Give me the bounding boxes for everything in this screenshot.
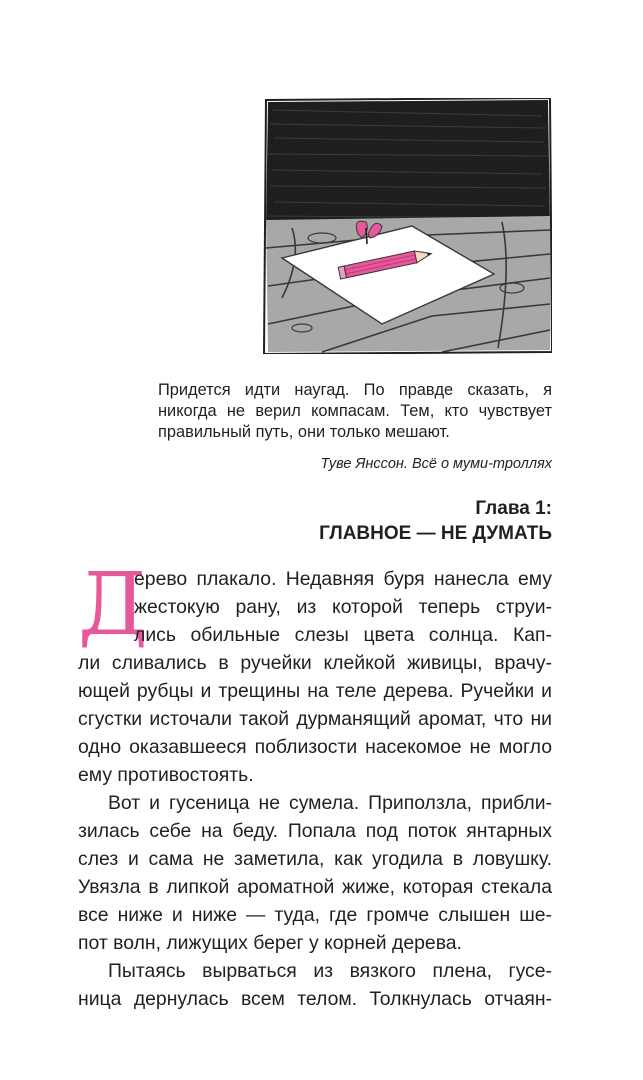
text-line: Увязла в липкой ароматной жиже, которая стекала [78,876,552,898]
text-line: пот волн, лижущих берег у корней дерева. [78,932,462,954]
epigraph-source: Туве Янссон. Всё о муми-троллях [320,456,552,472]
text-line: Пытаясь вырваться из вязкого плена, гусе- [108,960,552,982]
text-line: зилась себе на беду. Попала под поток янтарных [78,820,552,842]
illustration-drawing [262,98,552,354]
text-line: лись обильные слезы цвета солнца. Кап- [134,624,552,646]
epigraph-line: правильный путь, они только мешают. [158,423,450,441]
chapter-title: ГЛАВНОЕ — НЕ ДУМАТЬ [319,523,552,544]
text-line: ему противостоять. [78,764,254,786]
text-line: ющей рубцы и трещины на теле дерева. Ручейки и [78,680,552,702]
text-line: Вот и гусеница не сумела. Приползла, прибли- [108,792,552,814]
chapter-body [78,565,552,1013]
text-line: сгустки источали такой дурманящий аромат, что ни [78,708,552,730]
epigraph-line: Придется идти наугад. По правде сказать, я [158,381,552,399]
chapter-number: Глава 1: [475,498,552,519]
text-line: жестокую рану, из которой теперь струи- [134,596,552,618]
pencil-and-paper-illustration [262,98,552,354]
text-line: ница дернулась всем телом. Толкнулась отчаян- [78,988,552,1010]
drop-cap-letter: Д [78,555,148,655]
text-line: ли сливались в ручейки клейкой живицы, врачу- [78,652,552,674]
text-line: ерево плакало. Недавняя буря нанесла ему [134,568,552,590]
epigraph [158,380,552,443]
text-line: слез и сама не заметила, как угодила в ловушку. [78,848,552,870]
text-line: все ниже и ниже — туда, где громче слышен ше- [78,904,552,926]
epigraph-line: никогда не верил компасам. Тем, кто чувствует [158,402,552,420]
text-line: одно оказавшееся поблизости насекомое не могло [78,736,552,758]
